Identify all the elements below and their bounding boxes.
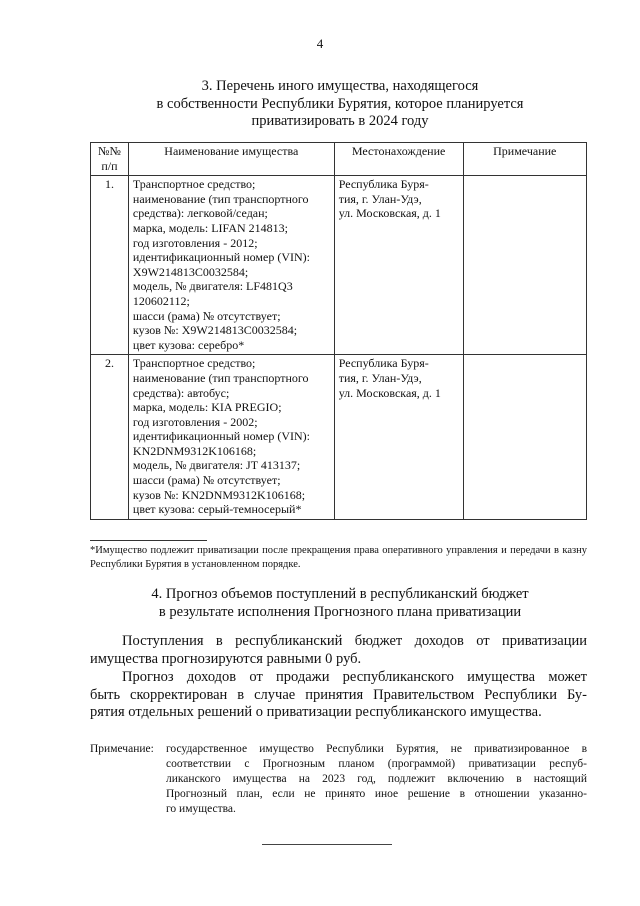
row-name (128, 355, 334, 520)
location-line: Республика Буря- (338, 356, 429, 371)
row-number: 1. (91, 176, 129, 355)
note-line: Прогнозный план, если не принято иное решение в отношении указанно- (166, 788, 587, 800)
location-line: ул. Московская, д. 1 (338, 385, 441, 400)
paragraph-line: имущества прогнозируются равными 0 руб. (90, 650, 362, 667)
name-line: 120602112; (132, 293, 190, 308)
section-4-title-line: в результате исполнения Прогнозного плана приватизации (158, 603, 522, 620)
name-line: идентификационный номер (VIN): (132, 250, 310, 265)
name-line: марка, модель: KIA PREGIO; (132, 400, 282, 415)
section-4-title-line: 4. Прогноз объемов поступлений в республиканский бюджет (151, 586, 529, 602)
paragraph-line: Прогноз доходов от продажи республиканского имущества может (122, 669, 587, 685)
name-line: кузов №: X9W214813C0032584; (132, 323, 298, 338)
name-line: идентификационный номер (VIN): (132, 429, 310, 444)
paragraph-line: быть скорректирован в случае принятия Правительством Республики Бу- (90, 686, 587, 703)
note-body (166, 742, 587, 817)
table-header-row (91, 143, 587, 176)
table-row (91, 355, 587, 520)
section-3-title-line: приватизировать в 2024 году (251, 113, 429, 129)
location-line: тия, г. Улан-Удэ, (338, 370, 422, 385)
row-location (334, 176, 463, 355)
row-note (463, 355, 586, 520)
section-3-title (90, 78, 590, 131)
note-line: ликанского имущества на 2023 год, подлежит включению в настоящий (166, 773, 587, 785)
header-number (91, 143, 129, 176)
location-line: тия, г. Улан-Удэ, (338, 191, 422, 206)
name-line: модель, № двигателя: LF481Q3 (132, 279, 293, 294)
paragraph-line: Поступления в республиканский бюджет доходов от приватизации (122, 633, 587, 649)
bottom-divider (262, 844, 392, 845)
section-4-title (90, 586, 590, 621)
name-line: KN2DNM9312K106168; (132, 443, 257, 458)
page-number: 4 (316, 36, 324, 51)
name-line: X9W214813C0032584; (132, 264, 249, 279)
row-name (128, 176, 334, 355)
section-3-title-line: 3. Перечень иного имущества, находящегося (201, 78, 479, 94)
note-line: го имущества. (166, 803, 236, 815)
note-line: соответствии с Прогнозным планом (программой) приватизации респуб- (166, 758, 587, 770)
name-line: кузов №: KN2DNM9312K106168; (132, 487, 306, 502)
name-line: модель, № двигателя: JT 413137; (132, 458, 301, 473)
name-line: шасси (рама) № отсутствует; (132, 308, 281, 323)
name-line: шасси (рама) № отсутствует; (132, 473, 281, 488)
header-note: Примечание (463, 143, 586, 176)
footnote: *Имущество подлежит приватизации после прекращения права оперативного управления и передачи в казну Республики Бурятия в установленном порядке. (90, 545, 587, 570)
paragraph-forecast (90, 669, 587, 722)
section-3-title-line: в собственности Республики Бурятия, которое планируется (156, 95, 524, 112)
name-line: год изготовления - 2012; (132, 235, 258, 250)
header-number-line: №№ (98, 144, 121, 158)
row-location (334, 355, 463, 520)
name-line: наименование (тип транспортного (132, 191, 309, 206)
name-line: марка, модель: LIFAN 214813; (132, 220, 288, 235)
header-name: Наименование имущества (128, 143, 334, 176)
name-line: средства): легковой/седан; (132, 206, 268, 221)
name-line: цвет кузова: серый-темносерый* (132, 502, 302, 517)
header-number-line: п/п (101, 158, 118, 173)
row-note (463, 176, 586, 355)
paragraph-revenue (90, 633, 587, 668)
name-line: Транспортное средство; (132, 177, 256, 192)
footnote-divider (90, 540, 207, 541)
note-line: государственное имущество Республики Бурятия, не приватизированное в (166, 743, 587, 755)
paragraph-line: рятия отдельных решений о приватизации республиканского имущества. (90, 704, 542, 720)
name-line: цвет кузова: серебро* (132, 337, 245, 352)
table-row (91, 176, 587, 355)
location-line: Республика Буря- (338, 177, 429, 192)
row-number: 2. (91, 355, 129, 520)
name-line: наименование (тип транспортного (132, 370, 309, 385)
name-line: год изготовления - 2002; (132, 414, 258, 429)
header-location: Местонахождение (334, 143, 463, 176)
name-line: средства): автобус; (132, 385, 230, 400)
property-table (90, 142, 587, 520)
location-line: ул. Московская, д. 1 (338, 206, 441, 221)
name-line: Транспортное средство; (132, 356, 256, 371)
note-label: Примечание: (90, 743, 154, 755)
